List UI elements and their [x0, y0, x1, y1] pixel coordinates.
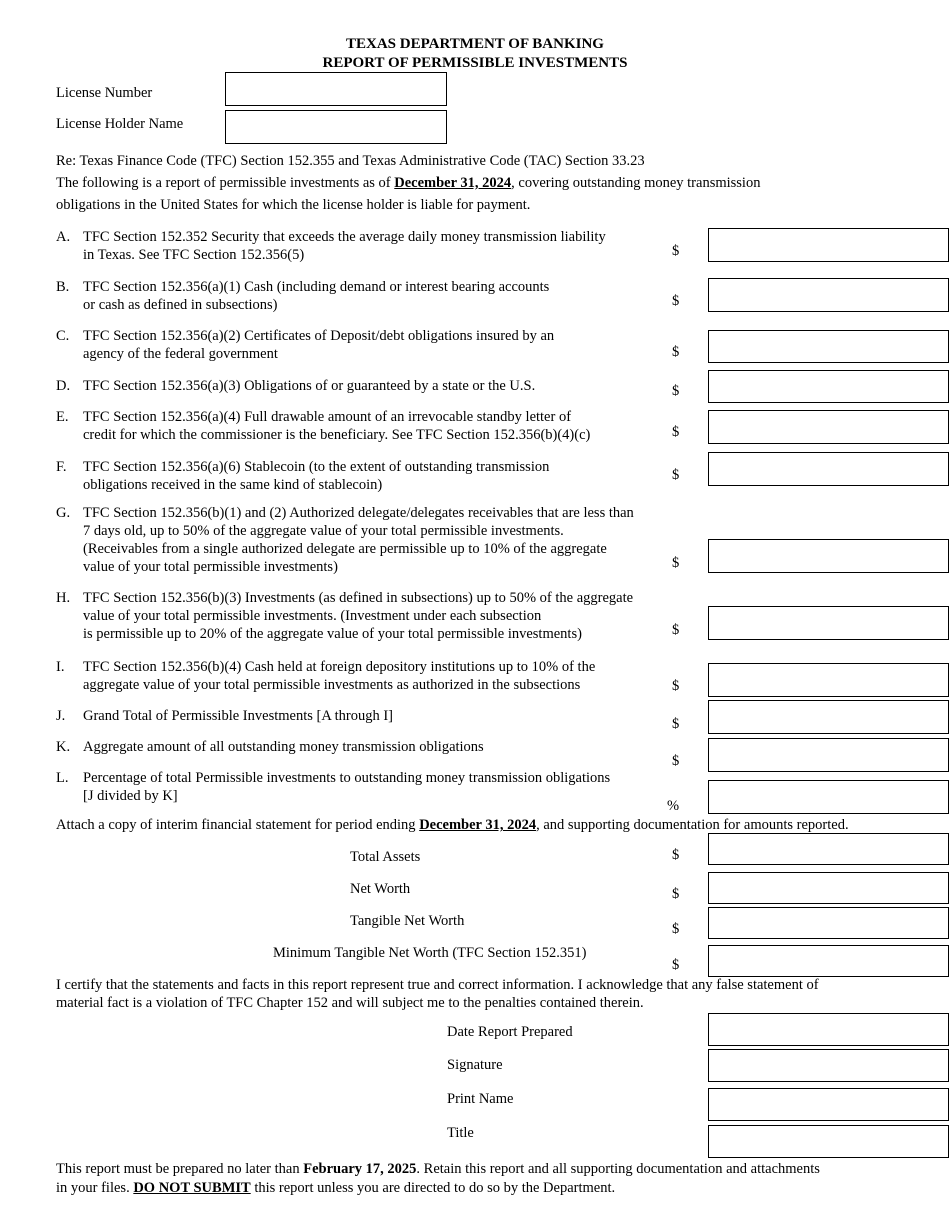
amount-field[interactable] [708, 370, 949, 403]
dollar-sign: $ [672, 383, 680, 399]
dollar-sign: $ [672, 243, 680, 259]
item-letter: K. [56, 739, 71, 755]
item-letter: C. [56, 328, 70, 344]
financial-input[interactable] [709, 834, 948, 864]
report-pre: The following is a report of permissible investments as of [56, 175, 395, 191]
item-text: Percentage of total Permissible investments to outstanding money transmission obligations [83, 770, 611, 786]
item-text: (Receivables from a single authorized delegate are permissible up to 10% of the aggregate [83, 541, 607, 557]
certify-input[interactable] [709, 1126, 948, 1157]
amount-input[interactable] [709, 453, 948, 485]
dollar-sign: $ [672, 886, 680, 902]
item-text: [J divided by K] [83, 788, 178, 804]
item-letter: I. [56, 659, 65, 675]
certify-line1: I certify that the statements and facts in this report represent true and correct information. I acknowledge that any false statement of [56, 977, 819, 993]
financial-input[interactable] [709, 946, 948, 976]
item-text: or cash as defined in subsections) [83, 297, 278, 313]
item-text: Grand Total of Permissible Investments [A through I] [83, 708, 394, 724]
item-text: value of your total permissible investments) [83, 559, 338, 575]
item-text: TFC Section 152.356(a)(1) Cash (including demand or interest bearing accounts [83, 279, 550, 295]
financial-label: Net Worth [350, 881, 411, 897]
dollar-sign: $ [672, 555, 680, 571]
financial-field[interactable] [708, 833, 949, 865]
amount-field[interactable] [708, 278, 949, 312]
amount-input[interactable] [709, 229, 948, 261]
item-text: Aggregate amount of all outstanding money transmission obligations [83, 739, 484, 755]
certify-input[interactable] [709, 1089, 948, 1120]
dollar-sign: $ [672, 424, 680, 440]
item-text: TFC Section 152.356(b)(3) Investments (as defined in subsections) up to 50% of the aggregate [83, 590, 634, 606]
footer-deadline: February 17, 2025 [303, 1161, 417, 1177]
item-text: obligations received in the same kind of stablecoin) [83, 477, 383, 493]
amount-field[interactable] [708, 410, 949, 444]
report-post: , covering outstanding money transmission [511, 175, 761, 191]
amount-field[interactable] [708, 228, 949, 262]
item-letter: A. [56, 229, 71, 245]
item-text: TFC Section 152.352 Security that exceeds the average daily money transmission liability [83, 229, 606, 245]
certify-label: Title [447, 1125, 474, 1141]
form-subtitle: REPORT OF PERMISSIBLE INVESTMENTS [322, 55, 628, 71]
dollar-sign: $ [672, 716, 680, 732]
report-statement [56, 174, 760, 192]
certify-field[interactable] [708, 1125, 949, 1158]
footer-line2-pre: in your files. [56, 1180, 134, 1196]
certify-input[interactable] [709, 1050, 948, 1081]
item-text: in Texas. See TFC Section 152.356(5) [83, 247, 305, 263]
amount-field[interactable] [708, 452, 949, 486]
dollar-sign: $ [672, 344, 680, 360]
item-text: is permissible up to 20% of the aggregate value of your total permissible investments) [83, 626, 582, 642]
item-letter: F. [56, 459, 67, 475]
license-number-input[interactable] [226, 73, 446, 105]
dollar-sign: $ [672, 678, 680, 694]
dollar-sign: $ [672, 957, 680, 973]
footer-post: . Retain this report and all supporting documentation and attachments [416, 1161, 820, 1177]
amount-field[interactable] [708, 663, 949, 697]
certify-field[interactable] [708, 1013, 949, 1046]
item-text: aggregate value of your total permissible investments as authorized in the subsections [83, 677, 581, 693]
financial-label: Minimum Tangible Net Worth (TFC Section 152.351) [273, 945, 587, 961]
attach-post: , and supporting documentation for amounts reported. [536, 817, 849, 833]
dollar-sign: $ [672, 293, 680, 309]
amount-input[interactable] [709, 331, 948, 362]
dollar-sign: $ [672, 753, 680, 769]
item-letter: E. [56, 409, 69, 425]
item-text: TFC Section 152.356(b)(1) and (2) Authorized delegate/delegates receivables that are less than [83, 505, 634, 521]
item-text: TFC Section 152.356(a)(3) Obligations of or guaranteed by a state or the U.S. [83, 378, 536, 394]
item-letter: H. [56, 590, 71, 606]
item-text: agency of the federal government [83, 346, 278, 362]
item-text: value of your total permissible investments. (Investment under each subsection [83, 608, 542, 624]
amount-field[interactable] [708, 539, 949, 573]
item-letter: D. [56, 378, 71, 394]
amount-field[interactable] [708, 780, 949, 814]
certify-line2: material fact is a violation of TFC Chapter 152 and will subject me to the penalties contained therein. [56, 995, 644, 1011]
financial-input[interactable] [709, 873, 948, 903]
attach-pre: Attach a copy of interim financial statement for period ending [56, 817, 420, 833]
license-number-label: License Number [56, 85, 153, 101]
dollar-sign: $ [672, 847, 680, 863]
financial-label: Total Assets [350, 849, 421, 865]
amount-field[interactable] [708, 330, 949, 363]
amount-input[interactable] [709, 781, 948, 813]
do-not-submit: DO NOT SUBMIT [133, 1180, 251, 1196]
item-letter: L. [56, 770, 69, 786]
certify-label: Print Name [447, 1091, 514, 1107]
item-letter: B. [56, 279, 70, 295]
amount-input[interactable] [709, 739, 948, 771]
item-text: TFC Section 152.356(a)(6) Stablecoin (to the extent of outstanding transmission [83, 459, 550, 475]
amount-field[interactable] [708, 700, 949, 734]
certify-field[interactable] [708, 1049, 949, 1082]
certify-field[interactable] [708, 1088, 949, 1121]
certify-input[interactable] [709, 1014, 948, 1045]
item-letter: J. [56, 708, 66, 724]
amount-input[interactable] [709, 371, 948, 402]
license-holder-label: License Holder Name [56, 116, 184, 132]
attach-statement [56, 816, 849, 834]
dollar-sign: $ [672, 622, 680, 638]
amount-input[interactable] [709, 411, 948, 443]
footer-pre: This report must be prepared no later than [56, 1161, 304, 1177]
financial-field[interactable] [708, 907, 949, 939]
license-number-field[interactable] [225, 72, 447, 106]
item-text: credit for which the commissioner is the beneficiary. See TFC Section 152.356(b)(4)(c) [83, 427, 591, 443]
item-text: TFC Section 152.356(a)(2) Certificates of Deposit/debt obligations insured by an [83, 328, 555, 344]
percent-sign: % [667, 798, 680, 814]
report-date: December 31, 2024 [394, 175, 512, 191]
item-text: TFC Section 152.356(a)(4) Full drawable amount of an irrevocable standby letter of [83, 409, 572, 425]
footer-line2-post: this report unless you are directed to do so by the Department. [250, 1180, 616, 1196]
financial-input[interactable] [709, 908, 948, 938]
amount-input[interactable] [709, 279, 948, 311]
re-line: Re: Texas Finance Code (TFC) Section 152.355 and Texas Administrative Code (TAC) Section 33.23 [56, 153, 645, 169]
amount-input[interactable] [709, 540, 948, 572]
amount-field[interactable] [708, 606, 949, 640]
financial-field[interactable] [708, 872, 949, 904]
attach-date: December 31, 2024 [419, 817, 537, 833]
footer-line1 [56, 1160, 820, 1178]
financial-field[interactable] [708, 945, 949, 977]
footer-line2 [56, 1179, 615, 1197]
form-title: TEXAS DEPARTMENT OF BANKING [346, 36, 604, 52]
amount-field[interactable] [708, 738, 949, 772]
certify-label: Signature [447, 1057, 503, 1073]
amount-input[interactable] [709, 607, 948, 639]
dollar-sign: $ [672, 467, 680, 483]
certify-label: Date Report Prepared [447, 1024, 573, 1040]
item-letter: G. [56, 505, 71, 521]
license-holder-input[interactable] [226, 111, 446, 143]
amount-input[interactable] [709, 701, 948, 733]
dollar-sign: $ [672, 921, 680, 937]
report-statement-line2: obligations in the United States for which the license holder is liable for payment. [56, 197, 531, 213]
financial-label: Tangible Net Worth [350, 913, 465, 929]
license-holder-field[interactable] [225, 110, 447, 144]
item-text: 7 days old, up to 50% of the aggregate value of your total permissible investments. [83, 523, 564, 539]
amount-input[interactable] [709, 664, 948, 696]
item-text: TFC Section 152.356(b)(4) Cash held at foreign depository institutions up to 10% of the [83, 659, 596, 675]
